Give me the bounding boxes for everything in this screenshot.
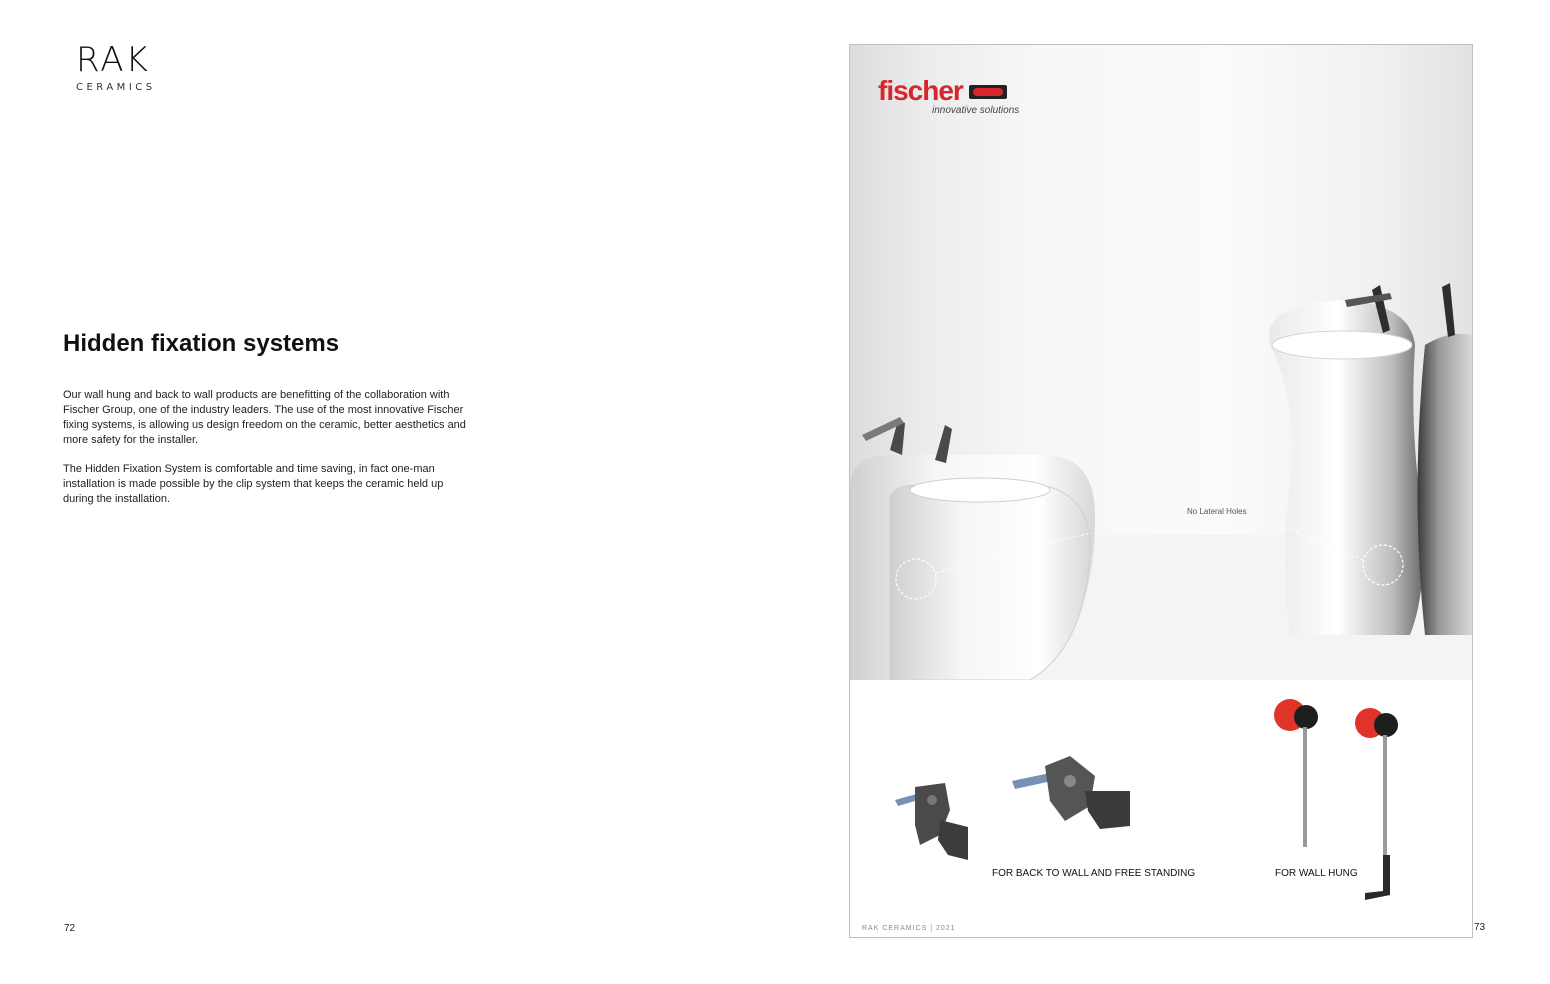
page-number-left: 72 <box>64 923 76 934</box>
sanitary-ware-illustration <box>850 45 1472 680</box>
wall-hung-bolt-icon <box>1270 697 1330 852</box>
page-number-right: 73 <box>1474 922 1486 933</box>
bracket-fixing-icon <box>890 775 980 865</box>
fischer-logo <box>878 75 1019 116</box>
fischer-fish-icon <box>969 85 1007 99</box>
intro-paragraph: Our wall hung and back to wall products are benefitting of the collaboration with Fischer Group, one of the industry leaders. The use of the most innovative Fischer fixing systems, is allowing us design freedom on the ceramic, better aesthetics and more safety for the installer. <box>63 389 466 446</box>
brand-subtitle: CERAMICS <box>76 82 156 93</box>
label-wall-hung: FOR WALL HUNG <box>1275 868 1358 879</box>
bracket-fixing-icon-large <box>1010 751 1135 836</box>
fischer-wordmark: fischer <box>878 75 963 106</box>
wall-hung-bolt-icon-2 <box>1350 705 1420 905</box>
label-back-to-wall: FOR BACK TO WALL AND FREE STANDING <box>992 868 1196 879</box>
fischer-panel <box>849 44 1473 938</box>
sanitary-ware-photo <box>850 45 1472 680</box>
footer-brand-year: RAK CERAMICS | 2021 <box>862 925 956 932</box>
fischer-tagline: innovative solutions <box>932 105 1020 116</box>
page-title: Hidden fixation systems <box>63 330 340 357</box>
installation-paragraph: The Hidden Fixation System is comfortable and time saving, in fact one-man installation is made possible by the clip system that keeps the ceramic held up during the installation. <box>63 463 444 505</box>
brand-name: RAK <box>76 40 150 80</box>
callout-label: No Lateral Holes <box>1187 507 1247 516</box>
rak-ceramics-logo <box>76 40 156 93</box>
